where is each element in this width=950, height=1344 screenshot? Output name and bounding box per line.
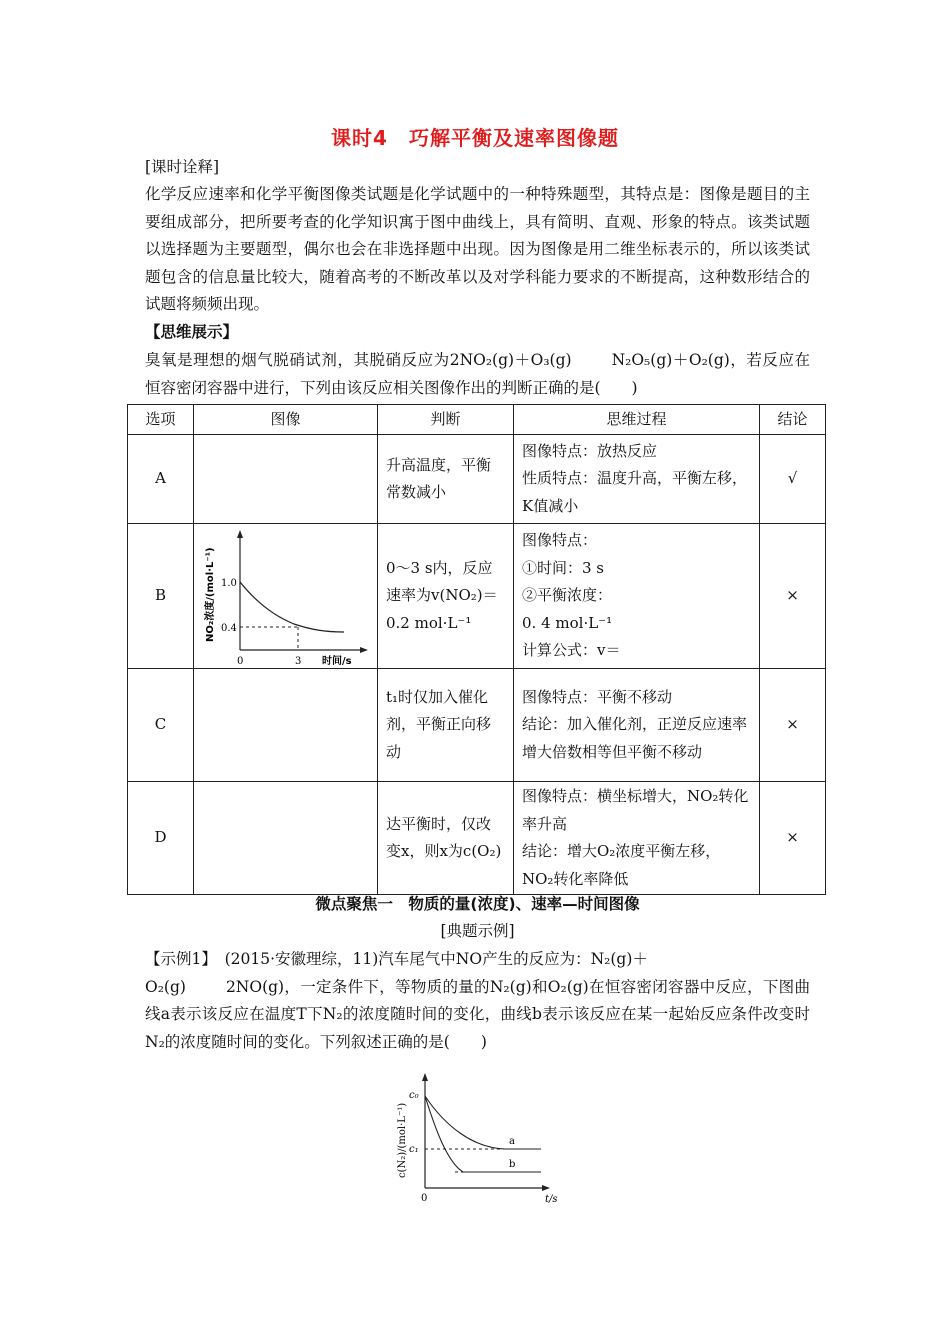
judgment-cell: 0～3 s内，反应速率为v(NO₂)＝0.2 mol·L⁻¹ [378, 524, 514, 669]
option-cell: B [128, 524, 194, 669]
x-axis-label: 时间/s [322, 656, 352, 667]
page-title: 课时4 巧解平衡及速率图像题 [331, 126, 619, 150]
figure-cell-empty [194, 782, 378, 895]
figure-cell-b [194, 524, 378, 669]
y-tick-c0: c₀ [409, 1090, 419, 1101]
figure-cell-empty [194, 435, 378, 524]
y-axis-label: c(N₂)/(mol·L⁻¹) [397, 1102, 408, 1178]
intro-paragraph: 化学反应速率和化学平衡图像类试题是化学试题中的一种特殊题型，其特点是：图像是题目的主要组成部分，把所要考查的化学知识寓于图中曲线上，具有简明、直观、形象的特点。该类试题以选择题为主要题型，偶尔也会在非选择题中出现。因为图像是用二维坐标表示的，所以该类试题包含的信息量比较大，随着高考的不断改革以及对学科能力要求的不断提高，这种数形结合的试题将频频出现。 [145, 185, 810, 313]
header-conclusion: 结论 [760, 405, 826, 435]
table-header-row [128, 405, 826, 435]
x-axis-arrow-icon [542, 1185, 550, 1191]
question-part1: 臭氧是理想的烟气脱硝试剂，其脱硝反应为2NO₂(g)＋O₃(g) [145, 351, 572, 369]
thinking-label: 【思维展示】 [145, 323, 239, 341]
origin-label: 0 [421, 1193, 428, 1204]
y-tick-c1: c₁ [409, 1144, 419, 1155]
header-judgment: 判断 [378, 405, 514, 435]
table-row-d [128, 782, 826, 895]
curve-a-label: a [509, 1136, 515, 1147]
table-row-a [128, 435, 826, 524]
header-process: 思维过程 [514, 405, 760, 435]
judgment-cell: 达平衡时，仅改变x，则x为c(O₂) [378, 782, 514, 895]
x-tick-label: 0 [237, 656, 244, 667]
question-part2: N₂O₅(g)＋O₂(g)，若反应在恒容密闭容器中进行，下列由该反应相关图像作出的判断正确的是( ) [145, 351, 810, 397]
conclusion-cell: × [760, 524, 826, 669]
conclusion-cell: × [760, 669, 826, 782]
process-line: ②平衡浓度： [522, 586, 613, 605]
process-line: 图像特点： [522, 531, 598, 550]
example-part1: 【示例1】 (2015·安徽理综，11)汽车尾气中NO产生的反应为：N₂(g)＋ [145, 950, 648, 968]
option-cell: A [128, 435, 194, 524]
example-part2: O₂(g) [145, 977, 186, 996]
conclusion-cell: × [760, 782, 826, 895]
y-tick-label: 0.4 [221, 623, 237, 634]
example-label: [典题示例] [440, 922, 515, 940]
x-axis-label: t/s [545, 1194, 558, 1205]
table-row-c [128, 669, 826, 782]
figure-cell-empty [194, 669, 378, 782]
process-cell [514, 435, 760, 524]
example-part3: 2NO(g)，一定条件下，等物质的量的N₂(g)和O₂(g)在恒容密闭容器中反应，下图曲线a表示该反应在温度T下N₂的浓度随时间的变化，曲线b表示该反应在某一起始反应条件改变时N₂的浓度随时间的变化。下列叙述正确的是( ) [145, 977, 810, 1051]
process-line: 结论：加入催化剂，正逆反应速率增大倍数相等但平衡不移动 [522, 715, 748, 761]
process-line: 计算公式：v＝ [522, 641, 621, 660]
focus-title: 微点聚焦一 物质的量(浓度)、速率—时间图像 [315, 895, 640, 913]
judgment-cell: 升高温度，平衡常数减小 [378, 435, 514, 524]
header-option: 选项 [128, 405, 194, 435]
section-note-label: [课时诠释] [145, 158, 220, 176]
y-tick-label: 1.0 [221, 578, 237, 589]
process-cell [514, 782, 760, 895]
table-row-b [128, 524, 826, 669]
process-line: 图像特点：横坐标增大，NO₂转化率升高 [522, 787, 749, 833]
process-line: 结论：增大O₂浓度平衡左移，NO₂转化率降低 [522, 842, 721, 888]
process-line: 图像特点：平衡不移动 [522, 687, 673, 706]
option-cell: D [128, 782, 194, 895]
example-paragraph [145, 946, 810, 1056]
option-cell: C [128, 669, 194, 782]
x-tick-label: 3 [295, 656, 302, 667]
y-axis-label: NO₂浓度/(mol·L⁻¹) [205, 547, 216, 642]
curve-b [425, 1096, 541, 1172]
process-line: 图像特点：放热反应 [522, 441, 658, 460]
decay-curve [240, 582, 344, 632]
curve-a [425, 1096, 541, 1149]
n2-concentration-chart [395, 1068, 575, 1208]
judgment-cell: t₁时仅加入催化剂，平衡正向移动 [378, 669, 514, 782]
header-figure: 图像 [194, 405, 378, 435]
curve-b-label: b [509, 1159, 516, 1170]
process-line: ①时间：3 s [522, 558, 605, 577]
process-line: 性质特点：温度升高，平衡左移，K值减小 [522, 469, 748, 515]
y-axis-arrow-icon [237, 530, 243, 538]
no2-concentration-chart [194, 524, 378, 668]
process-cell [514, 524, 760, 669]
process-cell [514, 669, 760, 782]
y-axis-arrow-icon [422, 1073, 428, 1081]
process-line: 0. 4 mol·L⁻¹ [522, 613, 613, 632]
x-axis-arrow-icon [360, 647, 368, 653]
conclusion-cell: √ [760, 435, 826, 524]
analysis-table [127, 404, 826, 895]
question-paragraph [145, 347, 810, 402]
